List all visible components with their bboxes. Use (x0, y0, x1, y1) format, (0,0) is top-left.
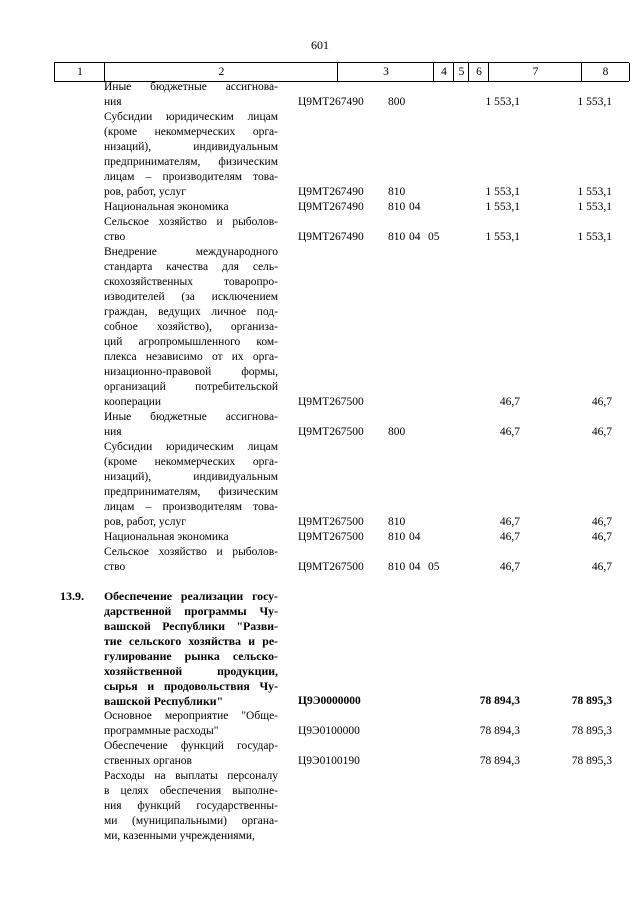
amount-year-1: 46,7 (499, 531, 520, 543)
item-name-line: Внедрение международного (104, 246, 278, 258)
target-code: Ц9МТ267490 (298, 96, 364, 108)
table-row (0, 709, 640, 739)
table-body (0, 80, 640, 844)
item-name-line: ство (104, 561, 126, 573)
table-row (0, 110, 640, 200)
expense-type: 810 (388, 561, 406, 573)
item-name-line: ния (104, 426, 122, 438)
header-col-2: 2 (104, 63, 338, 81)
target-code: Ц9МТ267490 (298, 186, 364, 198)
item-name-line: низаций), индивидуальным (104, 141, 278, 153)
header-col-6: 6 (468, 63, 489, 81)
target-code: Ц9Э0100190 (298, 755, 360, 767)
amount-year-2: 46,7 (591, 531, 612, 543)
item-name-line: лицам – производителям това- (104, 501, 278, 513)
item-name-line: кооперации (104, 396, 162, 408)
item-name-line: ций агропромышленного ком- (104, 336, 278, 348)
item-name-line: плекса независимо от их орга- (104, 351, 278, 363)
item-name-line: Национальная экономика (104, 531, 229, 543)
item-name-line: низаций), индивидуальным (104, 471, 278, 483)
amount-year-2: 46,7 (591, 426, 612, 438)
table-row (0, 410, 640, 440)
row-values (0, 530, 640, 545)
item-name-line: низационно-правовой формы, (104, 366, 278, 378)
item-name-line: Субсидии юридическим лицам (104, 441, 278, 453)
row-values (0, 829, 640, 844)
item-name-line: лицам – производителям това- (104, 171, 278, 183)
item-name-line: ственных органов (104, 755, 192, 767)
item-name-line: ство (104, 231, 126, 243)
item-name-line: Расходы на выплаты персоналу (104, 770, 278, 782)
item-name-line: ния (104, 96, 122, 108)
header-col-5: 5 (453, 63, 469, 81)
amount-year-2: 46,7 (591, 516, 612, 528)
row-values (0, 185, 640, 200)
amount-year-1: 1 553,1 (485, 186, 520, 198)
table-row (0, 589, 640, 709)
item-name-line: ми (муниципальными) органа- (104, 815, 278, 827)
item-name-line: в целях обеспечения выполне- (104, 785, 278, 797)
row-values (0, 724, 640, 739)
item-name-line: (кроме некоммерческих орга- (104, 126, 278, 138)
row-values (0, 515, 640, 530)
header-col-8: 8 (581, 63, 630, 81)
section-code: 04 (409, 531, 421, 543)
amount-year-2: 1 553,1 (577, 186, 612, 198)
amount-year-1: 78 894,3 (479, 755, 520, 767)
expense-type: 800 (388, 96, 406, 108)
item-name-line: Иные бюджетные ассигнова- (104, 411, 278, 423)
amount-year-2: 1 553,1 (577, 201, 612, 213)
amount-year-1: 1 553,1 (485, 96, 520, 108)
table-row (0, 80, 640, 110)
table-row (0, 530, 640, 545)
item-name-line: хозяйственной продукции, (104, 664, 278, 678)
section-code: 04 (409, 231, 421, 243)
section-code: 04 (409, 561, 421, 573)
table-row (0, 545, 640, 575)
amount-year-2: 1 553,1 (577, 231, 612, 243)
amount-year-2: 46,7 (591, 561, 612, 573)
amount-year-1: 46,7 (499, 396, 520, 408)
table-row (0, 245, 640, 410)
item-name-line: программные расходы" (104, 725, 219, 737)
section-number: 13.9. (60, 589, 84, 603)
expense-type: 810 (388, 516, 406, 528)
item-name-line: вашской Республики "Разви- (104, 619, 278, 633)
subsection-code: 05 (428, 231, 440, 243)
amount-year-2: 78 895,3 (571, 755, 612, 767)
item-name-line: (кроме некоммерческих орга- (104, 456, 278, 468)
amount-year-1: 46,7 (499, 561, 520, 573)
table-row (0, 739, 640, 769)
item-name-line: Основное мероприятие "Обще- (104, 710, 278, 722)
item-name-line: сырья и продовольствия Чу- (104, 679, 278, 693)
table-header (54, 62, 629, 82)
item-name-line: стандарта качества для сель- (104, 261, 278, 273)
item-name-line: собное хозяйство), организа- (104, 321, 278, 333)
section-code: 04 (409, 201, 421, 213)
table-row (0, 215, 640, 245)
expense-type: 800 (388, 426, 406, 438)
row-values (0, 200, 640, 215)
item-name (104, 589, 278, 709)
item-name-line: ми, казенными учреждениями, (104, 830, 255, 842)
table-row (0, 769, 640, 844)
target-code: Ц9МТ267500 (298, 531, 364, 543)
row-values (0, 560, 640, 575)
expense-type: 810 (388, 231, 406, 243)
page-number: 601 (311, 38, 329, 52)
header-col-4: 4 (433, 63, 454, 81)
item-name-line: граждан, ведущих личное под- (104, 306, 278, 318)
item-name-line: ров, работ, услуг (104, 186, 186, 198)
expense-type: 810 (388, 186, 406, 198)
item-name-line: предпринимателям, физическим (104, 486, 278, 498)
header-col-7: 7 (488, 63, 582, 81)
item-name-line: гулирование рынка сельско- (104, 649, 278, 663)
item-name-line: тие сельского хозяйства и ре- (104, 634, 278, 648)
item-name-line: изводителей (за исключением (104, 291, 278, 303)
item-name-line: Сельское хозяйство и рыболов- (104, 216, 278, 228)
target-code: Ц9МТ267490 (298, 201, 364, 213)
expense-type: 810 (388, 201, 406, 213)
item-name-line: предпринимателям, физическим (104, 156, 278, 168)
subsection-code: 05 (428, 561, 440, 573)
amount-year-2: 46,7 (591, 396, 612, 408)
item-name-line: Национальная экономика (104, 201, 229, 213)
target-code: Ц9МТ267500 (298, 561, 364, 573)
row-spacer (0, 575, 640, 589)
amount-year-1: 46,7 (499, 426, 520, 438)
item-name-line: Обеспечение функций государ- (104, 740, 278, 752)
item-name-line: вашской Республики" (104, 694, 224, 708)
amount-year-1: 78 894,3 (479, 695, 520, 707)
header-col-1: 1 (54, 63, 105, 81)
row-values (0, 425, 640, 440)
item-name-line: организаций потребительской (104, 381, 278, 393)
item-name-line: дарственной программы Чу- (104, 604, 278, 618)
amount-year-1: 46,7 (499, 516, 520, 528)
row-values (0, 694, 640, 709)
amount-year-2: 78 895,3 (571, 725, 612, 737)
item-name-line: ния функций государственны- (104, 800, 278, 812)
table-row (0, 440, 640, 530)
row-values (0, 95, 640, 110)
amount-year-2: 1 553,1 (577, 96, 612, 108)
table-row (0, 200, 640, 215)
amount-year-1: 1 553,1 (485, 231, 520, 243)
item-name-line: Субсидии юридическим лицам (104, 111, 278, 123)
target-code: Ц9МТ267500 (298, 396, 364, 408)
row-values (0, 754, 640, 769)
row-values (0, 395, 640, 410)
item-name-line: Иные бюджетные ассигнова- (104, 81, 278, 93)
item-name (104, 245, 278, 410)
item-name-line: скохозяйственных товаропро- (104, 276, 278, 288)
amount-year-1: 78 894,3 (479, 725, 520, 737)
item-name-line: Сельское хозяйство и рыболов- (104, 546, 278, 558)
amount-year-2: 78 895,3 (571, 695, 612, 707)
target-code: Ц9Э0000000 (298, 695, 361, 707)
expense-type: 810 (388, 531, 406, 543)
amount-year-1: 1 553,1 (485, 201, 520, 213)
target-code: Ц9МТ267490 (298, 231, 364, 243)
target-code: Ц9Э0100000 (298, 725, 360, 737)
target-code: Ц9МТ267500 (298, 516, 364, 528)
item-name-line: Обеспечение реализации госу- (104, 589, 278, 603)
header-col-3: 3 (337, 63, 434, 81)
item-name-line: ров, работ, услуг (104, 516, 186, 528)
target-code: Ц9МТ267500 (298, 426, 364, 438)
row-values (0, 230, 640, 245)
